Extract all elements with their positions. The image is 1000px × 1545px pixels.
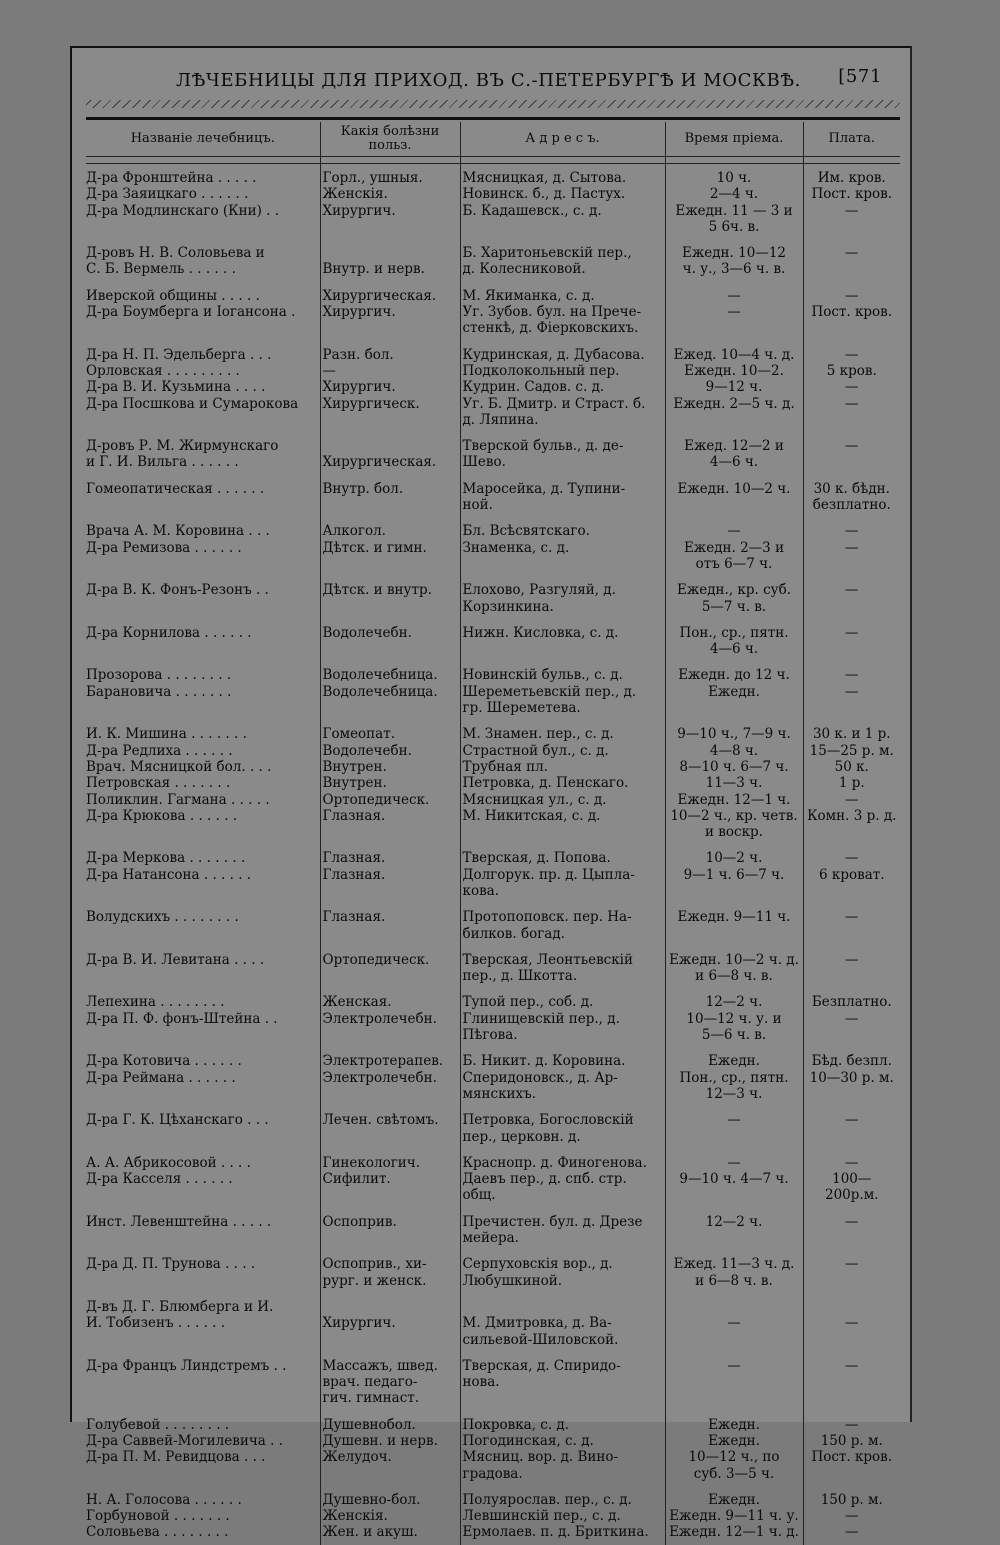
cell-diseases: Разн. бол. — Хирургич. Хирургическ. <box>320 341 460 432</box>
cell-fee: Им. кров. Пост. кров. — <box>803 164 900 240</box>
table-row <box>86 844 900 903</box>
table-header-row <box>86 122 900 157</box>
cell-fee: — <box>803 1208 900 1251</box>
clinics-table <box>86 122 900 1545</box>
column-header-hours: Время пріема. <box>665 122 803 157</box>
cell-address: Краснопр. д. Финогенова. Даевъ пер., д. спб. стр. общ. <box>460 1149 665 1208</box>
cell-address: Бл. Всѣсвятскаго. Знаменка, с. д. <box>460 517 665 576</box>
cell-diseases: Душевнобол. Душевн. и нерв. Желудоч. <box>320 1411 460 1486</box>
cell-address: Елохово, Разгуляй, д. Корзинкина. <box>460 576 665 619</box>
cell-address: Новинскій бульв., с. д. Шереметьевскій пер., д. гр. Шереметева. <box>460 661 665 720</box>
cell-name: Д-ра Корнилова . . . . . . <box>86 624 252 641</box>
page-number: [571 <box>838 66 882 87</box>
cell-hours: Ежед. 11—3 ч. д. и 6—8 ч. в. <box>665 1250 803 1293</box>
cell-address: Покровка, с. д. Погодинская, с. д. Мясниц. вор. д. Вино- градова. <box>460 1411 665 1486</box>
cell-diseases: Дѣтск. и внутр. <box>320 576 460 619</box>
cell-name: Волудскихъ . . . . . . . . <box>86 909 239 926</box>
column-header-name: Названіе лечебницъ. <box>86 122 320 157</box>
cell-name: Лепехина . . . . . . . . Д-ра П. Ф. фонъ-Штейна . . <box>86 994 278 1027</box>
cell-fee: — — <box>803 517 900 576</box>
table-row <box>86 1047 900 1106</box>
cell-fee: — 6 кроват. <box>803 844 900 903</box>
page-header <box>176 62 882 96</box>
cell-address: М. Знамен. пер., с. д. Страстной бул., с. д. Трубная пл. Петровка, д. Пенскаго. Мясницкая ул., с. д. М. Никитская, с. д. <box>460 720 665 844</box>
cell-fee: — Пост. кров. <box>803 282 900 341</box>
page-title: ЛѢЧЕБНИЦЫ ДЛЯ ПРИХОД. ВЪ С.-ПЕТЕРБУРГѢ И МОСКВѢ. <box>176 70 801 91</box>
cell-hours: Ежедн. Ежедн. 10—12 ч., по суб. 3—5 ч. <box>665 1411 803 1486</box>
column-header-fee: Плата. <box>803 122 900 157</box>
cell-diseases: Душевно-бол. Женскія. Жен. и акуш. <box>320 1486 460 1545</box>
cell-address: Мясницкая, д. Сытова. Новинск. б., д. Пастух. Б. Кадашевск., с. д. <box>460 164 665 240</box>
cell-diseases: Женская. Электролечебн. <box>320 988 460 1047</box>
cell-fee: 150 р. м. — — <box>803 1486 900 1545</box>
cell-fee: 30 к. бѣдн. безплатно. <box>803 475 900 518</box>
cell-name: Д-ра Котовича . . . . . . Д-ра Реймана . . . . . . <box>86 1053 242 1086</box>
cell-diseases: Хирургическая. <box>320 432 460 475</box>
cell-name: Д-ровъ Н. В. Соловьева и С. Б. Вермель . . . . . . <box>86 245 265 278</box>
cell-hours: 12—2 ч. 10—12 ч. у. и 5—6 ч. в. <box>665 988 803 1047</box>
cell-fee: 30 к. и 1 р. 15—25 р. м. 50 к. 1 р. — Комн. 3 р. д. <box>803 720 900 844</box>
cell-name: Д-ра Францъ Линдстремъ . . <box>86 1357 287 1374</box>
cell-diseases: Водолечебница. Водолечебница. <box>320 661 460 720</box>
cell-fee: — <box>803 239 900 282</box>
cell-hours: Ежедн. Пон., ср., пятн. 12—3 ч. <box>665 1047 803 1106</box>
cell-fee: — <box>803 619 900 662</box>
cell-diseases: Глазная. Глазная. <box>320 844 460 903</box>
cell-address: Серпуховскія вор., д. Любушкиной. <box>460 1250 665 1293</box>
table-row <box>86 619 900 662</box>
cell-name: Голубевой . . . . . . . . Д-ра Саввей-Могилевича . . Д-ра П. М. Ревидцова . . . <box>86 1416 283 1466</box>
cell-address: Нижн. Кисловка, с. д. <box>460 619 665 662</box>
cell-address: Б. Харитоньевскій пер., д. Колесниковой. <box>460 239 665 282</box>
cell-name: Д-ра Н. П. Эдельберга . . . Орловская . . . . . . . . . Д-ра В. И. Кузьмина . . . . Д-ра Посшкова и Сумарокова <box>86 346 299 412</box>
cell-address: М. Якиманка, с. д. Уг. Зубов. бул. на Пречe- стенкѣ, д. Фіерковскихъ. <box>460 282 665 341</box>
cell-name: Н. А. Голосова . . . . . . Горбуновой . . . . . . . Соловьева . . . . . . . . <box>86 1491 242 1541</box>
table-row <box>86 1106 900 1149</box>
cell-hours: 12—2 ч. <box>665 1208 803 1251</box>
cell-fee: — <box>803 576 900 619</box>
cell-hours: Ежедн. до 12 ч. Ежедн. <box>665 661 803 720</box>
cell-name: Д-ра Фронштейна . . . . . Д-ра Заяицкаго . . . . . . Д-ра Модлинскаго (Кни) . . <box>86 170 280 219</box>
table-row <box>86 1293 900 1352</box>
cell-hours: Ежедн. 10—2 ч. д. и 6—8 ч. в. <box>665 946 803 989</box>
table-row <box>86 164 900 240</box>
cell-diseases: Горл., ушныя. Женскія. Хирургич. <box>320 164 460 240</box>
cell-hours: 10 ч. 2—4 ч. Ежедн. 11 — 3 и 5 6ч. в. <box>665 164 803 240</box>
table-row <box>86 1411 900 1486</box>
cell-name: Врача А. М. Коровина . . . Д-ра Ремизова . . . . . . <box>86 523 270 556</box>
cell-diseases: Хирургическая. Хирургич. <box>320 282 460 341</box>
cell-name: Д-ра В. К. Фонъ-Резонъ . . <box>86 582 269 599</box>
cell-name: Иверской общины . . . . . Д-ра Боумберга и Іогансона . <box>86 287 296 321</box>
cell-name: Инст. Левенштейна . . . . . <box>86 1213 272 1230</box>
cell-diseases: Гинекологич. Сифилит. <box>320 1149 460 1208</box>
cell-hours: — Ежедн. 2—3 и отъ 6—7 ч. <box>665 517 803 576</box>
decorative-wavy-rule <box>86 100 900 108</box>
cell-hours: — <box>665 1293 803 1352</box>
cell-address: Тверская, д. Спиридо- нова. <box>460 1352 665 1411</box>
table-row <box>86 1352 900 1411</box>
cell-name: И. К. Мишина . . . . . . . Д-ра Редлиха . . . . . . Врач. Мясницкой бол. . . . Петровская . . . . . . . Поликлин. Гагмана . . . . . Д-ра Крюкова . . . . . . <box>86 726 272 824</box>
cell-diseases: Оспоприв. <box>320 1208 460 1251</box>
cell-name: Д-ра Меркова . . . . . . . Д-ра Натансона . . . . . . <box>86 850 252 883</box>
cell-fee: — <box>803 1293 900 1352</box>
cell-address: Протопоповск. пер. На- билков. богад. <box>460 903 665 946</box>
cell-fee: — <box>803 432 900 475</box>
cell-hours: Ежедн., кр. суб. 5—7 ч. в. <box>665 576 803 619</box>
cell-fee: — <box>803 903 900 946</box>
cell-hours: — <box>665 1352 803 1411</box>
table-row <box>86 1486 900 1545</box>
cell-address: Кудринская, д. Дубасова. Подколокольный пер. Кудрин. Садов. с. д. Уг. Б. Дмитр. и Страст. б. д. Ляпина. <box>460 341 665 432</box>
cell-diseases: Водолечебн. <box>320 619 460 662</box>
cell-hours: Ежедн. 9—11 ч. <box>665 903 803 946</box>
cell-hours: 10—2 ч. 9—1 ч. 6—7 ч. <box>665 844 803 903</box>
cell-diseases: Лечен. свѣтомъ. <box>320 1106 460 1149</box>
cell-hours: Ежед. 12—2 и 4—6 ч. <box>665 432 803 475</box>
column-header-address: А д р е с ъ. <box>460 122 665 157</box>
cell-hours: — <box>665 1106 803 1149</box>
cell-address: М. Дмитровка, д. Ва- сильевой-Шиловской. <box>460 1293 665 1352</box>
table-row <box>86 475 900 518</box>
table-body <box>86 164 900 1545</box>
cell-fee: Бѣд. безпл. 10—30 р. м. <box>803 1047 900 1106</box>
cell-address: Тверской бульв., д. де- Шево. <box>460 432 665 475</box>
cell-name: Д-ра Д. П. Трунова . . . . <box>86 1256 256 1273</box>
table-row <box>86 661 900 720</box>
cell-fee: — <box>803 1352 900 1411</box>
cell-name: Д-ра Г. К. Цѣханскаго . . . <box>86 1112 269 1129</box>
cell-fee: — — <box>803 661 900 720</box>
table-row <box>86 341 900 432</box>
table-row <box>86 1149 900 1208</box>
column-header-diseases: Какія болѣзни польз. <box>320 122 460 157</box>
cell-hours: Пон., ср., пятн. 4—6 ч. <box>665 619 803 662</box>
cell-hours: Ежед. 10—4 ч. д. Ежедн. 10—2. 9—12 ч. Ежедн. 2—5 ч. д. <box>665 341 803 432</box>
table-row <box>86 1208 900 1251</box>
cell-fee: — <box>803 946 900 989</box>
cell-hours: Ежедн. Ежедн. 9—11 ч. у. Ежедн. 12—1 ч. д. <box>665 1486 803 1545</box>
cell-address: Полуярослав. пер., с. д. Левшинскій пер., с. д. Ермолаев. п. д. Бриткина. <box>460 1486 665 1545</box>
cell-address: Тупой пер., соб. д. Глинищевскій пер., д. Пѣгова. <box>460 988 665 1047</box>
cell-hours: 9—10 ч., 7—9 ч. 4—8 ч. 8—10 ч. 6—7 ч. 11—3 ч. Ежедн. 12—1 ч. 10—2 ч., кр. четв. и воскр. <box>665 720 803 844</box>
cell-address: Б. Никит. д. Коровина. Сперидоновск., д. Ар- мянскихъ. <box>460 1047 665 1106</box>
cell-address: Маросейка, д. Тупини- ной. <box>460 475 665 518</box>
cell-hours: — — <box>665 282 803 341</box>
cell-diseases: Хирургич. <box>320 1293 460 1352</box>
book-page <box>70 46 912 1541</box>
cell-name: Д-ра В. И. Левитана . . . . <box>86 951 265 968</box>
table-row <box>86 282 900 341</box>
table-row <box>86 1250 900 1293</box>
cell-diseases: Электротерапев. Электролечебн. <box>320 1047 460 1106</box>
table-row <box>86 239 900 282</box>
cell-address: Пречистен. бул. д. Дрезе мейера. <box>460 1208 665 1251</box>
cell-address: Петровка, Богословскій пер., церковн. д. <box>460 1106 665 1149</box>
cell-hours: Ежедн. 10—2 ч. <box>665 475 803 518</box>
cell-name: Д-въ Д. Г. Блюмберга и И. И. Тобизенъ . . . . . . <box>86 1298 274 1332</box>
cell-address: Тверская, Леонтьевскій пер., д. Шкотта. <box>460 946 665 989</box>
table-row <box>86 432 900 475</box>
cell-name: Прозорова . . . . . . . . Барановича . . . . . . . <box>86 667 232 700</box>
cell-diseases: Массажъ, швед. врач. педаго- гич. гимнаст. <box>320 1352 460 1411</box>
cell-fee: — <box>803 1106 900 1149</box>
table-row <box>86 720 900 844</box>
cell-diseases: Внутр. и нерв. <box>320 239 460 282</box>
cell-diseases: Глазная. <box>320 903 460 946</box>
cell-diseases: Гомеопат. Водолечебн. Внутрен. Внутрен. Ортопедическ. Глазная. <box>320 720 460 844</box>
cell-name: Д-ровъ Р. М. Жирмунскаго и Г. И. Вильга . . . . . . <box>86 438 279 471</box>
cell-hours: — 9—10 ч. 4—7 ч. <box>665 1149 803 1208</box>
header-rule <box>86 117 900 120</box>
table-row <box>86 903 900 946</box>
cell-diseases: Внутр. бол. <box>320 475 460 518</box>
cell-hours: Ежедн. 10—12 ч. у., 3—6 ч. в. <box>665 239 803 282</box>
cell-name: А. А. Абрикосовой . . . . Д-ра Касселя . . . . . . <box>86 1154 251 1188</box>
cell-name: Гомеопатическая . . . . . . <box>86 480 265 497</box>
table-row <box>86 517 900 576</box>
table-row <box>86 988 900 1047</box>
table-row <box>86 576 900 619</box>
cell-diseases: Алкогол. Дѣтск. и гимн. <box>320 517 460 576</box>
cell-fee: — 150 р. м. Пост. кров. <box>803 1411 900 1486</box>
cell-fee: Безплатно. — <box>803 988 900 1047</box>
cell-fee: — <box>803 1250 900 1293</box>
cell-fee: — 5 кров. — — <box>803 341 900 432</box>
cell-fee: — 100—200р.м. <box>803 1149 900 1208</box>
cell-diseases: Оспоприв., хи- рург. и женск. <box>320 1250 460 1293</box>
table-row <box>86 946 900 989</box>
cell-address: Тверская, д. Попова. Долгорук. пр. д. Цыпла- кова. <box>460 844 665 903</box>
cell-diseases: Ортопедическ. <box>320 946 460 989</box>
